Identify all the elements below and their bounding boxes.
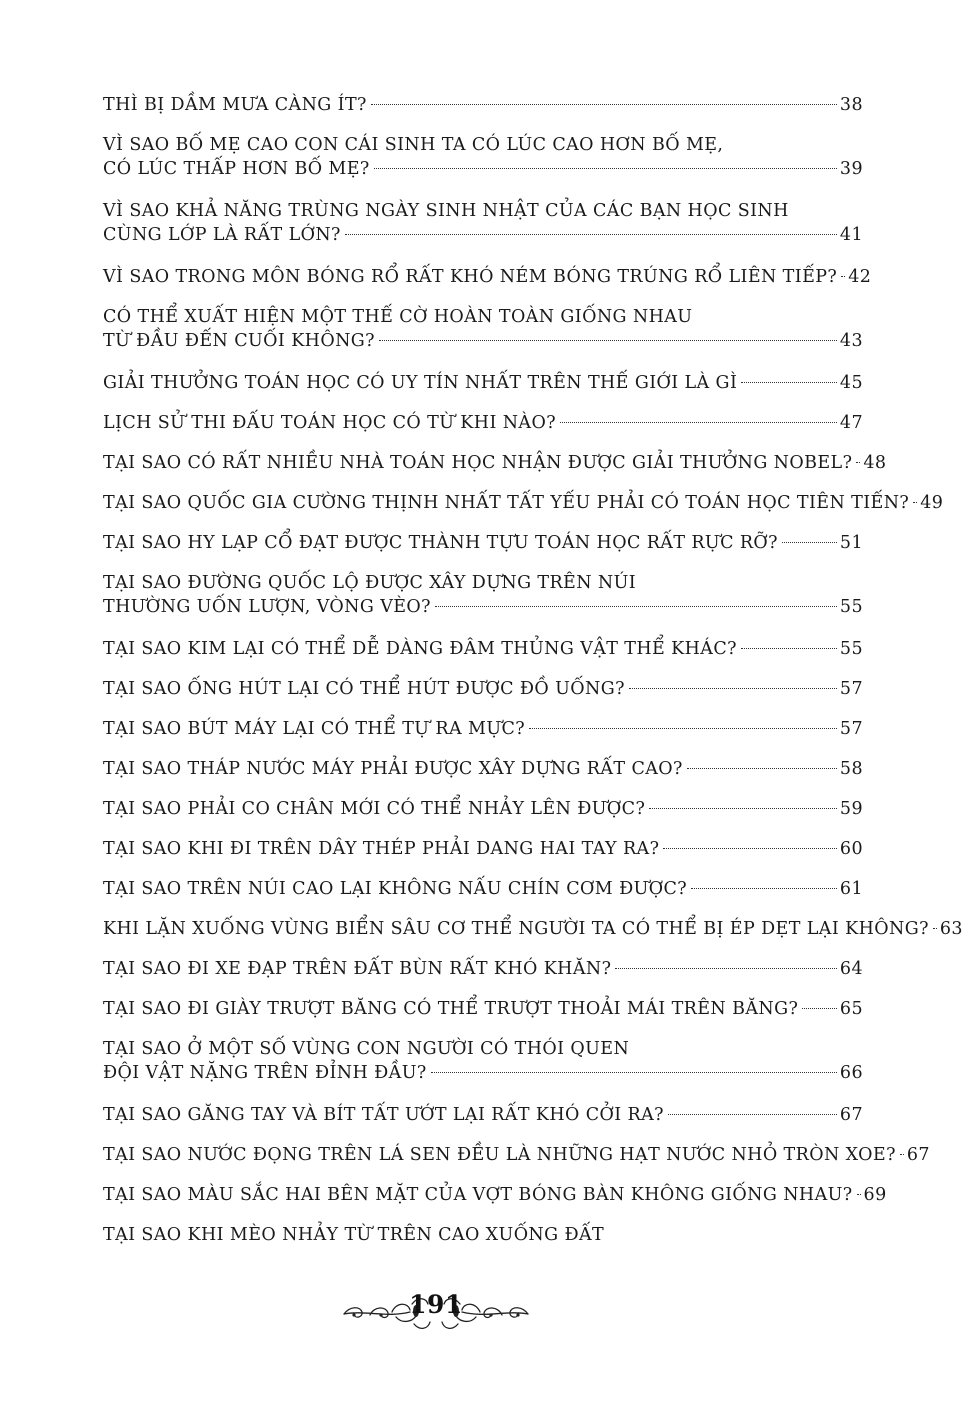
toc-entry (103, 451, 887, 491)
toc-entry-line (103, 595, 863, 619)
toc-entry (103, 877, 863, 917)
toc-entry-title: TẠI SAO ĐI XE ĐẠP TRÊN ĐẤT BÙN RẤT KHÓ KHĂN? (103, 959, 612, 979)
toc-entry (103, 571, 863, 637)
toc-entry-title: TẠI SAO PHẢI CO CHÂN MỚI CÓ THỂ NHẢY LÊN ĐƯỢC? (103, 799, 646, 819)
toc-entry-title: TẠI SAO GĂNG TAY VÀ BÍT TẤT ƯỚT LẠI RẤT KHÓ CỞI RA? (103, 1105, 664, 1125)
toc-entry-title: TẠI SAO THÁP NƯỚC MÁY PHẢI ĐƯỢC XÂY DỰNG RẤT CAO? (103, 759, 683, 779)
toc-entry-line (103, 199, 863, 223)
toc-entry-title: VÌ SAO TRONG MÔN BÓNG RỔ RẤT KHÓ NÉM BÓNG TRÚNG RỔ LIÊN TIẾP? (103, 267, 838, 287)
toc-entry (103, 1183, 887, 1223)
table-of-contents (103, 93, 963, 1263)
toc-entry-title: THƯỜNG UỐN LƯỢN, VÒNG VÈO? (103, 597, 431, 617)
toc-entry (103, 1103, 863, 1143)
toc-entry-title: TẠI SAO MÀU SẮC HAI BÊN MẶT CỦA VỢT BÓNG BÀN KHÔNG GIỐNG NHAU? (103, 1185, 853, 1205)
dot-leader (741, 648, 837, 649)
toc-entry-title: TẠI SAO ỐNG HÚT LẠI CÓ THỂ HÚT ĐƯỢC ĐỒ UỐNG? (103, 679, 625, 699)
dot-leader (933, 928, 937, 929)
dot-leader (782, 542, 837, 543)
toc-page-number: 49 (920, 493, 944, 513)
toc-page-number: 41 (839, 225, 863, 245)
dot-leader (841, 276, 845, 277)
toc-entry (103, 1223, 863, 1263)
toc-entry-line (103, 997, 863, 1021)
toc-entry (103, 411, 863, 451)
toc-page-number: 55 (839, 639, 863, 659)
toc-entry (103, 757, 863, 797)
toc-page-number: 39 (839, 159, 863, 179)
toc-entry-line (103, 917, 963, 941)
toc-entry-line (103, 491, 944, 515)
toc-entry-title: TẠI SAO KIM LẠI CÓ THỂ DỄ DÀNG ĐÂM THỦNG VẬT THỂ KHÁC? (103, 639, 737, 659)
toc-entry-title: TẠI SAO QUỐC GIA CƯỜNG THỊNH NHẤT TẤT YẾU PHẢI CÓ TOÁN HỌC TIÊN TIẾN? (103, 493, 910, 513)
toc-page-number: 67 (906, 1145, 930, 1165)
toc-entry-line (103, 837, 863, 861)
toc-entry (103, 305, 863, 371)
dot-leader (560, 422, 837, 423)
toc-entry-line (103, 133, 863, 157)
page-footer (336, 1284, 536, 1338)
toc-entry-title: TẠI SAO TRÊN NÚI CAO LẠI KHÔNG NẤU CHÍN CƠM ĐƯỢC? (103, 879, 688, 899)
toc-entry (103, 265, 872, 305)
toc-entry-line (103, 157, 863, 181)
toc-page-number: 51 (839, 533, 863, 553)
toc-entry-line (103, 957, 863, 981)
toc-entry-line (103, 717, 863, 741)
toc-entry-title: KHI LẶN XUỐNG VÙNG BIỂN SÂU CƠ THỂ NGƯỜI TA CÓ THỂ BỊ ÉP DẸT LẠI KHÔNG? (103, 919, 929, 939)
toc-page-number: 58 (839, 759, 863, 779)
toc-entry-line (103, 411, 863, 435)
toc-entry-line (103, 637, 863, 661)
dot-leader (691, 888, 837, 889)
toc-entry-line (103, 1223, 863, 1247)
toc-page-number: 66 (839, 1063, 863, 1083)
toc-entry-title: CÓ THỂ XUẤT HIỆN MỘT THẾ CỜ HOÀN TOÀN GIỐNG NHAU (103, 307, 693, 327)
dot-leader (649, 808, 837, 809)
dot-leader (856, 462, 860, 463)
dot-leader (802, 1008, 837, 1009)
toc-entry-line (103, 1183, 887, 1207)
toc-entry (103, 797, 863, 837)
dot-leader (741, 382, 837, 383)
toc-page-number: 61 (839, 879, 863, 899)
toc-entry (103, 371, 863, 411)
dot-leader (668, 1114, 837, 1115)
toc-entry (103, 1143, 930, 1183)
toc-entry (103, 717, 863, 757)
dot-leader (379, 340, 837, 341)
toc-entry-title: TẠI SAO NƯỚC ĐỌNG TRÊN LÁ SEN ĐỀU LÀ NHỮNG HẠT NƯỚC NHỎ TRÒN XOE? (103, 1145, 896, 1165)
toc-entry-title: VÌ SAO KHẢ NĂNG TRÙNG NGÀY SINH NHẬT CỦA CÁC BẠN HỌC SINH (103, 201, 789, 221)
toc-entry (103, 837, 863, 877)
toc-page-number: 45 (839, 373, 863, 393)
toc-entry (103, 531, 863, 571)
toc-entry-title: CÙNG LỚP LÀ RẤT LỚN? (103, 225, 341, 245)
toc-entry-title: TẠI SAO KHI MÈO NHẢY TỪ TRÊN CAO XUỐNG ĐẤT (103, 1225, 605, 1245)
toc-page-number: 57 (839, 679, 863, 699)
dot-leader (629, 688, 837, 689)
toc-entry (103, 637, 863, 677)
toc-page-number: 59 (839, 799, 863, 819)
toc-page-number: 69 (863, 1185, 887, 1205)
toc-page-number: 43 (839, 331, 863, 351)
toc-page-number: 65 (839, 999, 863, 1019)
toc-entry-title: TẠI SAO Ở MỘT SỐ VÙNG CON NGƯỜI CÓ THÓI QUEN (103, 1039, 630, 1059)
dot-leader (435, 606, 837, 607)
toc-entry-title: TẠI SAO HY LẠP CỔ ĐẠT ĐƯỢC THÀNH TỰU TOÁN HỌC RẤT RỰC RỠ? (103, 533, 778, 553)
dot-leader (374, 168, 837, 169)
dot-leader (687, 768, 837, 769)
toc-page-number: 67 (839, 1105, 863, 1125)
toc-page-number: 60 (839, 839, 863, 859)
toc-page-number: 64 (839, 959, 863, 979)
toc-entry-title: CÓ LÚC THẤP HƠN BỐ MẸ? (103, 159, 370, 179)
toc-entry-title: TỪ ĐẦU ĐẾN CUỐI KHÔNG? (103, 331, 375, 351)
toc-entry (103, 1037, 863, 1103)
toc-entry-line (103, 371, 863, 395)
toc-entry-line (103, 797, 863, 821)
dot-leader (431, 1072, 837, 1073)
toc-entry (103, 917, 963, 957)
toc-entry-line (103, 265, 872, 289)
toc-entry-title: TẠI SAO KHI ĐI TRÊN DÂY THÉP PHẢI DANG HAI TAY RA? (103, 839, 660, 859)
toc-entry-title: TẠI SAO ĐI GIÀY TRƯỢT BĂNG CÓ THỂ TRƯỢT THOẢI MÁI TRÊN BĂNG? (103, 999, 799, 1019)
toc-entry-title: ĐỘI VẬT NẶNG TRÊN ĐỈNH ĐẦU? (103, 1063, 427, 1083)
toc-entry (103, 997, 863, 1037)
toc-page-number: 38 (839, 95, 863, 115)
dot-leader (663, 848, 837, 849)
toc-entry-line (103, 531, 863, 555)
toc-page-number: 63 (939, 919, 963, 939)
toc-page-number: 48 (863, 453, 887, 473)
toc-entry-line (103, 757, 863, 781)
toc-entry-title: GIẢI THƯỞNG TOÁN HỌC CÓ UY TÍN NHẤT TRÊN THẾ GIỚI LÀ GÌ (103, 373, 738, 393)
toc-entry-line (103, 1061, 863, 1085)
toc-entry-line (103, 571, 863, 595)
toc-entry-line (103, 1037, 863, 1061)
toc-entry (103, 677, 863, 717)
toc-entry (103, 491, 944, 531)
toc-entry-line (103, 223, 863, 247)
toc-page-number: 57 (839, 719, 863, 739)
toc-entry-line (103, 1103, 863, 1127)
toc-entry (103, 957, 863, 997)
toc-entry (103, 199, 863, 265)
dot-leader (913, 502, 917, 503)
toc-entry-title: TẠI SAO CÓ RẤT NHIỀU NHÀ TOÁN HỌC NHẬN ĐƯỢC GIẢI THƯỞNG NOBEL? (103, 453, 853, 473)
toc-entry (103, 133, 863, 199)
toc-entry-title: VÌ SAO BỐ MẸ CAO CON CÁI SINH TA CÓ LÚC CAO HƠN BỐ MẸ, (103, 135, 724, 155)
toc-entry-line (103, 329, 863, 353)
dot-leader (529, 728, 837, 729)
toc-page-number: 42 (848, 267, 872, 287)
dot-leader (371, 104, 837, 105)
toc-entry-line (103, 877, 863, 901)
page-number: 191 (409, 1290, 463, 1319)
dot-leader (857, 1194, 861, 1195)
toc-entry-line (103, 93, 863, 117)
toc-entry-line (103, 305, 863, 329)
dot-leader (900, 1154, 904, 1155)
toc-entry (103, 93, 863, 133)
dot-leader (615, 968, 837, 969)
toc-entry-title: TẠI SAO BÚT MÁY LẠI CÓ THỂ TỰ RA MỰC? (103, 719, 526, 739)
toc-page-number: 47 (839, 413, 863, 433)
toc-entry-line (103, 677, 863, 701)
toc-entry-title: THÌ BỊ DẦM MƯA CÀNG ÍT? (103, 95, 367, 115)
toc-page-number: 55 (839, 597, 863, 617)
dot-leader (345, 234, 837, 235)
toc-entry-title: LỊCH SỬ THI ĐẤU TOÁN HỌC CÓ TỪ KHI NÀO? (103, 413, 556, 433)
toc-entry-title: TẠI SAO ĐƯỜNG QUỐC LỘ ĐƯỢC XÂY DỰNG TRÊN NÚI (103, 573, 637, 593)
toc-entry-line (103, 451, 887, 475)
toc-entry-line (103, 1143, 930, 1167)
